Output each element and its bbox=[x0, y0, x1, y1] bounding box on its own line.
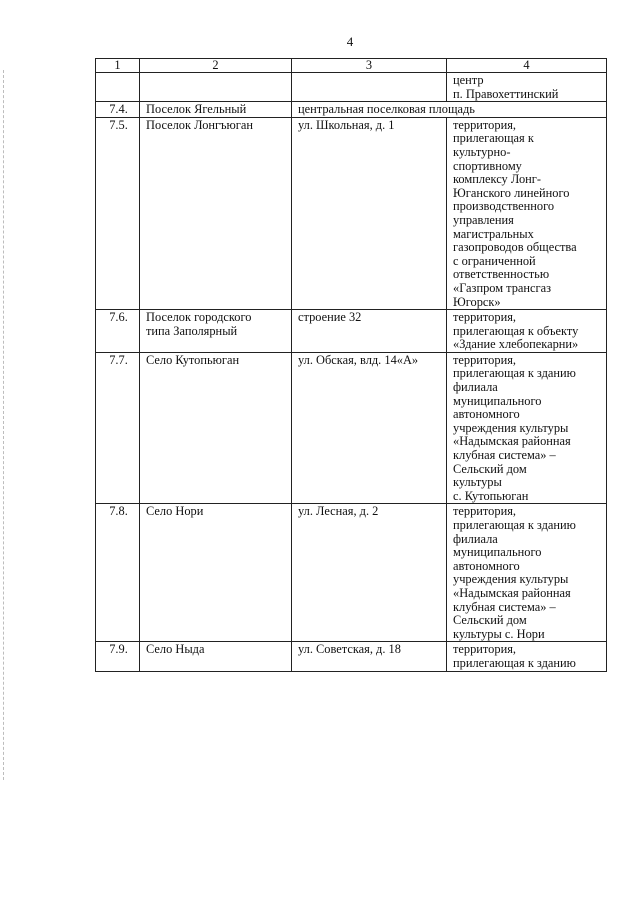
row-description-line: Сельский дом bbox=[453, 461, 527, 476]
row-address-line: ул. Школьная, д. 1 bbox=[298, 117, 395, 132]
table-body bbox=[96, 59, 607, 672]
row-number: 7.4. bbox=[96, 102, 140, 118]
header-cell-1: 1 bbox=[96, 59, 140, 73]
row-description-line: комплексу Лонг- bbox=[453, 172, 541, 187]
row-settlement bbox=[140, 352, 292, 504]
row-description bbox=[447, 642, 607, 671]
row-description-line: культуры с. Нори bbox=[453, 626, 545, 641]
row-description-line: прилегающая к объекту bbox=[453, 323, 579, 338]
table-row bbox=[96, 642, 607, 671]
row-address-line: ул. Советская, д. 18 bbox=[298, 642, 401, 657]
row-settlement-line: Село Ныда bbox=[146, 642, 205, 657]
row-settlement-line: Поселок Лонгъюган bbox=[146, 117, 253, 132]
row-settlement bbox=[140, 310, 292, 353]
row-description-line: прилегающая к зданию bbox=[453, 518, 576, 532]
header-cell-3: 3 bbox=[292, 59, 447, 73]
scan-edge-mark bbox=[3, 70, 4, 780]
row-description-line: клубная система» – bbox=[453, 599, 556, 614]
row-description-line: спортивному bbox=[453, 158, 522, 173]
row-address-line: ул. Обская, влд. 14«А» bbox=[298, 352, 419, 367]
row-settlement-line: Село Кутопьюган bbox=[146, 352, 240, 367]
header-cell-4: 4 bbox=[447, 59, 607, 73]
row-description-line: территория, bbox=[453, 117, 517, 132]
row-description-line: муниципального bbox=[453, 393, 542, 408]
row-description-line: «Газпром трансгаз bbox=[453, 280, 552, 295]
row-number: 7.6. bbox=[96, 310, 140, 353]
row-description-line: территория, bbox=[453, 504, 517, 519]
row-description-line: прилегающая к зданию bbox=[453, 366, 576, 381]
row-address bbox=[292, 117, 447, 309]
table-row bbox=[96, 504, 607, 642]
table-row-7-4 bbox=[96, 102, 607, 118]
row-description-line: прилегающая к зданию bbox=[453, 655, 576, 670]
continuation-row bbox=[96, 73, 607, 102]
row-description bbox=[447, 117, 607, 309]
row-address bbox=[292, 310, 447, 353]
row-address-line: ул. Лесная, д. 2 bbox=[298, 504, 379, 519]
table-row bbox=[96, 310, 607, 353]
row-address bbox=[292, 504, 447, 642]
document-table bbox=[95, 58, 607, 672]
row-description-line: муниципального bbox=[453, 545, 542, 560]
row-description-line: Юганского линейного bbox=[453, 185, 570, 200]
row-description-line: прилегающая к bbox=[453, 131, 534, 146]
row-description-line: магистральных bbox=[453, 226, 534, 241]
continuation-num-cell bbox=[96, 73, 140, 102]
row-description-line: автономного bbox=[453, 558, 520, 573]
row-address bbox=[292, 352, 447, 504]
row-description-line: «Здание хлебопекарни» bbox=[453, 337, 579, 352]
table-header-row bbox=[96, 59, 607, 73]
row-description bbox=[447, 310, 607, 353]
row-settlement-line: Поселок городского bbox=[146, 310, 252, 325]
row-description-line: управления bbox=[453, 212, 514, 227]
table-row bbox=[96, 352, 607, 504]
row-description bbox=[447, 504, 607, 642]
row-description-line: филиала bbox=[453, 531, 498, 546]
row-description-line: культуры bbox=[453, 475, 502, 490]
row-settlement bbox=[140, 504, 292, 642]
row-description-line: Сельский дом bbox=[453, 613, 527, 628]
continuation-line: п. Правохеттинский bbox=[453, 86, 559, 101]
continuation-settlement-cell bbox=[140, 73, 292, 102]
row-description-line: территория, bbox=[453, 642, 517, 657]
row-number: 7.5. bbox=[96, 117, 140, 309]
row-description-line: производственного bbox=[453, 199, 555, 214]
row-description-line: газопроводов общества bbox=[453, 240, 577, 255]
row-description-line: филиала bbox=[453, 380, 498, 395]
row-description-line: территория, bbox=[453, 310, 517, 325]
row-settlement: Поселок Ягельный bbox=[140, 102, 292, 118]
row-description-line: «Надымская районная bbox=[453, 434, 571, 449]
row-number: 7.9. bbox=[96, 642, 140, 671]
row-description-line: учреждения культуры bbox=[453, 572, 569, 587]
continuation-description-cell bbox=[447, 73, 607, 102]
continuation-line: центр bbox=[453, 73, 484, 87]
row-description-line: с ограниченной bbox=[453, 253, 536, 268]
row-description bbox=[447, 352, 607, 504]
page-number: 4 bbox=[346, 34, 354, 49]
header-cell-2: 2 bbox=[140, 59, 292, 73]
row-description-line: Югорск» bbox=[453, 294, 501, 309]
row-description-line: культурно- bbox=[453, 144, 511, 159]
row-description-line: территория, bbox=[453, 352, 517, 367]
row-settlement-line: Село Нори bbox=[146, 504, 204, 519]
row-description-line: клубная система» – bbox=[453, 448, 556, 463]
row-description-line: «Надымская районная bbox=[453, 585, 571, 600]
row-number: 7.7. bbox=[96, 352, 140, 504]
row-description-line: учреждения культуры bbox=[453, 420, 569, 435]
row-number: 7.8. bbox=[96, 504, 140, 642]
row-location-merged: центральная поселковая площадь bbox=[292, 102, 607, 118]
table-row bbox=[96, 117, 607, 309]
row-description-line: с. Кутопьюган bbox=[453, 488, 529, 503]
row-settlement bbox=[140, 117, 292, 309]
row-address-line: строение 32 bbox=[298, 310, 362, 325]
row-description-line: автономного bbox=[453, 407, 520, 422]
row-description-line: ответственностью bbox=[453, 267, 550, 282]
row-address bbox=[292, 642, 447, 671]
continuation-address-cell bbox=[292, 73, 447, 102]
row-settlement bbox=[140, 642, 292, 671]
row-settlement-line: типа Заполярный bbox=[146, 323, 238, 338]
